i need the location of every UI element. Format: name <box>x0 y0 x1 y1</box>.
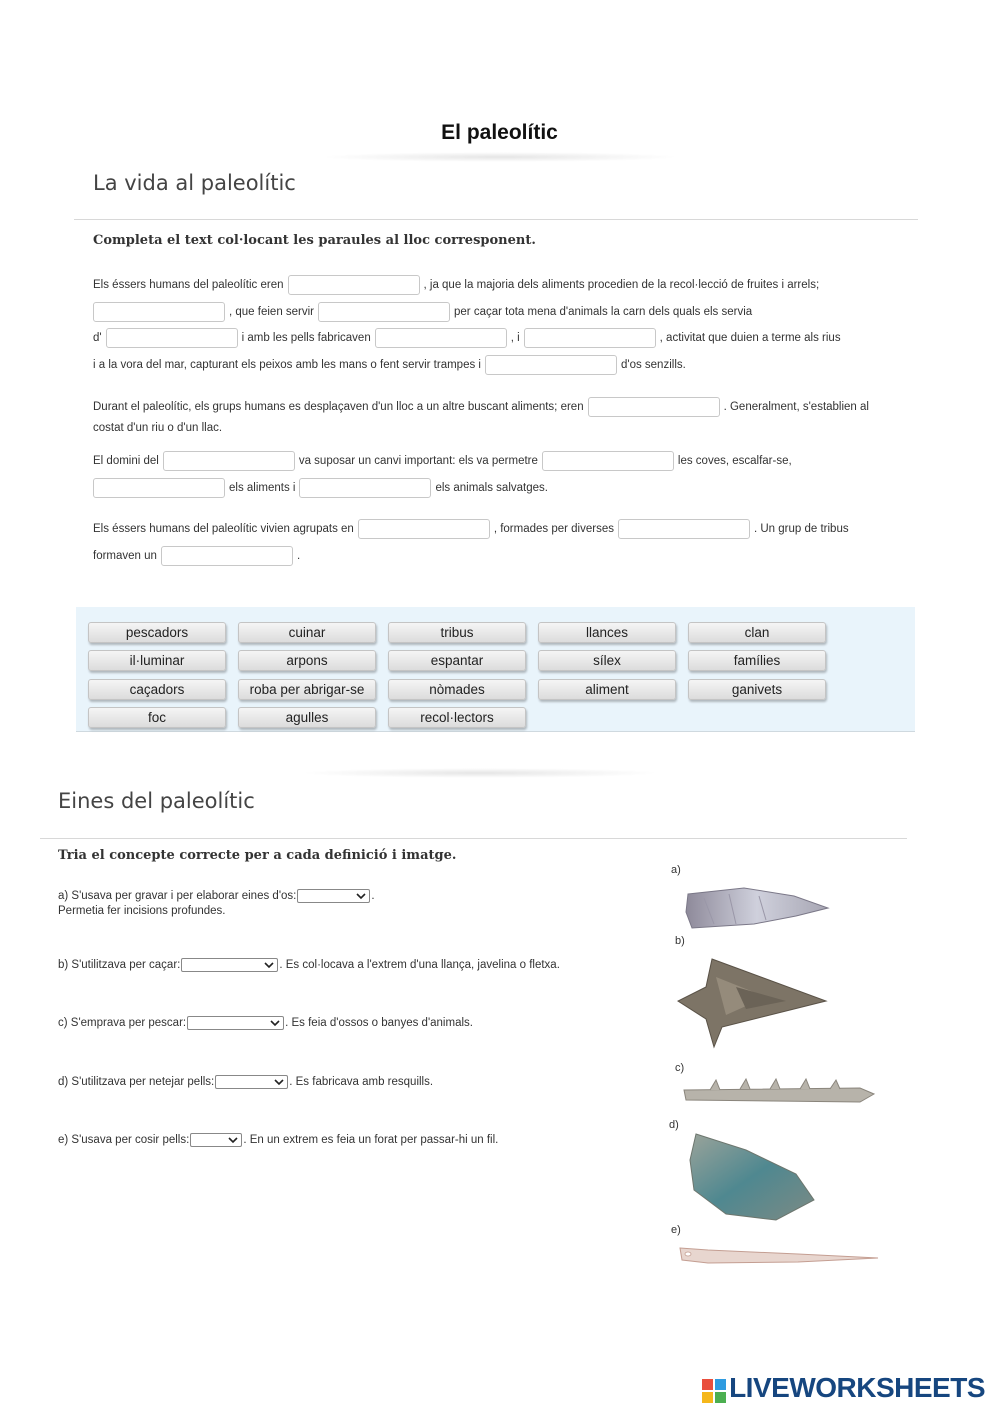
text-line-10: formaven un . <box>93 546 300 566</box>
text-line-4: i a la vora del mar, capturant els peixos amb les mans o fent servir trampes i d'os senzills. <box>93 355 686 375</box>
drop-blank-11[interactable] <box>93 478 225 498</box>
image-label-b: b) <box>675 935 685 947</box>
answer-select-d[interactable] <box>215 1075 288 1089</box>
divider-shadow <box>300 768 660 778</box>
word-chip[interactable]: espantar <box>388 650 526 671</box>
word-chip[interactable]: agulles <box>238 707 376 728</box>
word-chip[interactable]: roba per abrigar-se <box>238 679 376 700</box>
liveworksheets-logo: LIVEWORKSHEETS <box>702 1372 985 1404</box>
drop-blank-12[interactable] <box>299 478 431 498</box>
text-line-8: els aliments i els animals salvatges. <box>93 478 548 498</box>
scraper-image <box>686 1130 818 1224</box>
word-chip[interactable]: pescadors <box>88 622 226 643</box>
harpoon-image <box>680 1076 876 1108</box>
drop-blank-1[interactable] <box>288 275 420 295</box>
drop-blank-6[interactable] <box>524 328 656 348</box>
drop-blank-15[interactable] <box>161 546 293 566</box>
question-b: b) S'utilitzava per caçar: . Es col·locava a l'extrem d'una llança, javelina o fletxa. <box>58 959 560 972</box>
question-e: e) S'usava per cosir pells: . En un extrem es feia un forat per passar-hi un fil. <box>58 1134 499 1147</box>
drop-blank-10[interactable] <box>542 451 674 471</box>
question-d: d) S'utilitzava per netejar pells: . Es fabricava amb resquills. <box>58 1076 434 1089</box>
word-chip[interactable]: foc <box>88 707 226 728</box>
instruction-text: Tria el concepte correcte per a cada definició i imatge. <box>58 848 457 863</box>
word-chip[interactable]: il·luminar <box>88 650 226 671</box>
drop-blank-13[interactable] <box>358 519 490 539</box>
section-heading-eines: Eines del paleolític <box>58 789 255 813</box>
burin-image <box>684 884 832 930</box>
drop-blank-5[interactable] <box>375 328 507 348</box>
drop-blank-14[interactable] <box>618 519 750 539</box>
answer-select-c[interactable] <box>187 1016 284 1030</box>
word-chip[interactable]: tribus <box>388 622 526 643</box>
image-label-d: d) <box>669 1119 679 1131</box>
word-chip[interactable]: ganivets <box>688 679 826 700</box>
text-line-7: El domini del va suposar un canvi important: els va permetre les coves, escalfar-se, <box>93 451 792 471</box>
text-line-5: Durant el paleolític, els grups humans es desplaçaven d'un lloc a un altre buscant aliments; eren . Generalment, s'establien al <box>93 397 869 417</box>
instruction-text: Completa el text col·locant les paraules al lloc corresponent. <box>93 233 536 248</box>
word-chip[interactable]: nòmades <box>388 679 526 700</box>
answer-select-e[interactable] <box>190 1133 242 1147</box>
text-line-3: d' i amb les pells fabricaven , i , activitat que duien a terme als rius <box>93 328 841 348</box>
drop-blank-2[interactable] <box>93 302 225 322</box>
word-chip[interactable]: caçadors <box>88 679 226 700</box>
text-line-2: , que feien servir per caçar tota mena d'animals la carn dels quals els servia <box>93 302 752 322</box>
section-divider <box>74 219 918 220</box>
arrowhead-image <box>676 957 828 1049</box>
divider-shadow <box>320 152 680 162</box>
question-a: a) S'usava per gravar i per elaborar eines d'os: . <box>58 890 375 903</box>
image-label-c: c) <box>675 1062 685 1074</box>
image-label-e: e) <box>671 1224 681 1236</box>
word-chip[interactable]: clan <box>688 622 826 643</box>
word-chip[interactable]: llances <box>538 622 676 643</box>
logo-icon <box>702 1378 726 1402</box>
page-title: El paleolític <box>441 121 558 144</box>
word-chip[interactable]: aliment <box>538 679 676 700</box>
answer-select-a[interactable] <box>297 889 370 903</box>
answer-select-b[interactable] <box>181 958 278 972</box>
drop-blank-7[interactable] <box>485 355 617 375</box>
word-bank <box>76 607 915 732</box>
question-c: c) S'emprava per pescar: . Es feia d'ossos o banyes d'animals. <box>58 1017 473 1030</box>
drop-blank-3[interactable] <box>318 302 450 322</box>
word-chip[interactable]: cuinar <box>238 622 376 643</box>
question-a-extra: Permetia fer incisions profundes. <box>58 905 226 917</box>
drop-blank-4[interactable] <box>106 328 238 348</box>
text-line-1: Els éssers humans del paleolític eren , ja que la majoria dels aliments procedien de la recol·lecció de fruites i arrels; <box>93 275 819 295</box>
word-chip[interactable]: arpons <box>238 650 376 671</box>
image-label-a: a) <box>671 864 681 876</box>
section-divider <box>40 838 907 839</box>
drop-blank-8[interactable] <box>588 397 720 417</box>
drop-blank-9[interactable] <box>163 451 295 471</box>
section-heading-vida: La vida al paleolític <box>93 171 296 195</box>
word-chip[interactable]: recol·lectors <box>388 707 526 728</box>
text-line-9: Els éssers humans del paleolític vivien agrupats en , formades per diverses . Un grup de tribus <box>93 519 849 539</box>
word-chip[interactable]: famílies <box>688 650 826 671</box>
word-chip[interactable]: sílex <box>538 650 676 671</box>
needle-image <box>678 1244 880 1266</box>
text-line-6: costat d'un riu o d'un llac. <box>93 422 223 434</box>
